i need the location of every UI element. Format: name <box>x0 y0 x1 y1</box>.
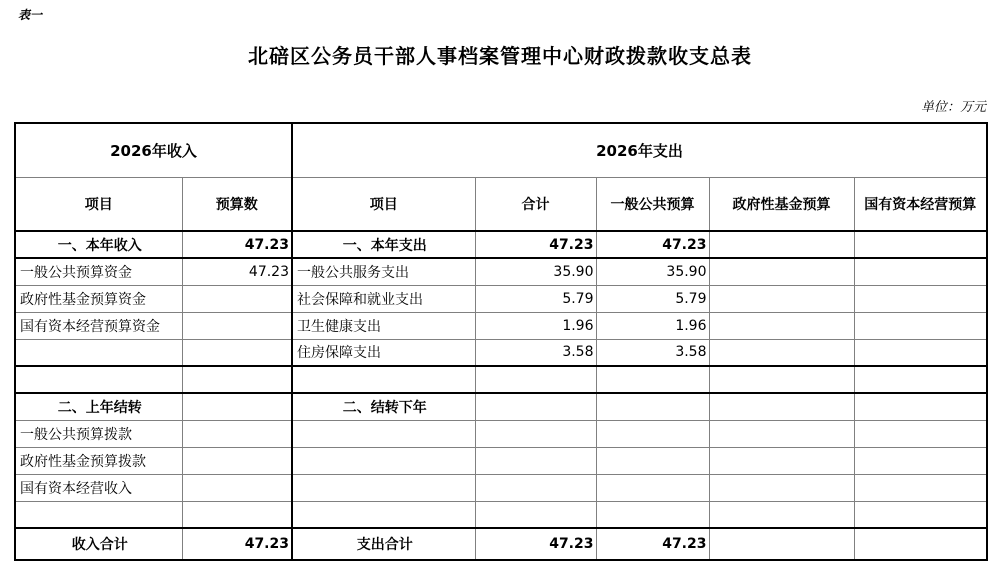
expense-total-column-header: 合计 <box>475 177 596 231</box>
income-item-cell <box>15 366 182 393</box>
table-row <box>15 366 987 393</box>
table-row <box>15 339 987 366</box>
expense-total-cell: 47.23 <box>475 528 596 560</box>
income-budget-cell <box>182 393 292 420</box>
expense-total-cell: 5.79 <box>475 285 596 312</box>
income-item-cell: 收入合计 <box>15 528 182 560</box>
column-header-row <box>15 177 987 231</box>
expense-total-cell: 47.23 <box>475 231 596 258</box>
table-row <box>15 231 987 258</box>
income-item-cell: 国有资本经营收入 <box>15 474 182 501</box>
expense-state-capital-cell <box>854 474 987 501</box>
expense-general-public-cell <box>596 366 709 393</box>
expense-general-public-cell: 1.96 <box>596 312 709 339</box>
expense-total-cell <box>475 420 596 447</box>
expense-gov-fund-cell <box>709 339 854 366</box>
expense-general-public-column-header: 一般公共预算 <box>596 177 709 231</box>
expense-item-cell <box>292 420 475 447</box>
section-header-row <box>15 123 987 177</box>
income-budget-cell <box>182 447 292 474</box>
income-item-cell: 一、本年收入 <box>15 231 182 258</box>
income-budget-cell <box>182 312 292 339</box>
income-item-column-header: 项目 <box>15 177 182 231</box>
income-item-cell: 二、上年结转 <box>15 393 182 420</box>
expense-gov-fund-cell <box>709 474 854 501</box>
expense-gov-fund-cell <box>709 528 854 560</box>
expense-state-capital-cell <box>854 339 987 366</box>
expense-general-public-cell: 47.23 <box>596 528 709 560</box>
income-item-cell <box>15 339 182 366</box>
expense-gov-fund-cell <box>709 366 854 393</box>
expense-general-public-cell: 35.90 <box>596 258 709 285</box>
expense-general-public-cell <box>596 393 709 420</box>
income-item-cell: 一般公共预算资金 <box>15 258 182 285</box>
expense-gov-fund-cell <box>709 420 854 447</box>
expense-item-cell <box>292 366 475 393</box>
unit-note: 单位：万元 <box>920 100 986 115</box>
income-budget-cell <box>182 366 292 393</box>
income-item-cell: 一般公共预算拨款 <box>15 420 182 447</box>
expense-general-public-cell: 47.23 <box>596 231 709 258</box>
income-budget-cell: 47.23 <box>182 258 292 285</box>
expense-gov-fund-cell <box>709 501 854 528</box>
expense-item-cell: 卫生健康支出 <box>292 312 475 339</box>
expense-total-cell: 3.58 <box>475 339 596 366</box>
expense-section-header: 2026年支出 <box>292 123 987 177</box>
income-budget-cell: 47.23 <box>182 231 292 258</box>
table-row <box>15 528 987 560</box>
expense-item-cell: 二、结转下年 <box>292 393 475 420</box>
expense-state-capital-cell <box>854 231 987 258</box>
expense-gov-fund-cell <box>709 312 854 339</box>
budget-summary-table <box>14 122 988 561</box>
expense-item-cell: 一、本年支出 <box>292 231 475 258</box>
table-row <box>15 258 987 285</box>
income-budget-cell <box>182 474 292 501</box>
income-section-header: 2026年收入 <box>15 123 292 177</box>
table-row <box>15 501 987 528</box>
expense-total-cell: 1.96 <box>475 312 596 339</box>
income-item-cell: 国有资本经营预算资金 <box>15 312 182 339</box>
table-row <box>15 447 987 474</box>
expense-item-cell <box>292 474 475 501</box>
expense-state-capital-cell <box>854 312 987 339</box>
table-row <box>15 420 987 447</box>
table-row <box>15 474 987 501</box>
income-budget-cell <box>182 420 292 447</box>
income-budget-cell <box>182 285 292 312</box>
expense-state-capital-column-header: 国有资本经营预算 <box>854 177 987 231</box>
expense-general-public-cell <box>596 420 709 447</box>
income-budget-cell <box>182 339 292 366</box>
sheet-tag: 表一 <box>18 8 43 22</box>
expense-state-capital-cell <box>854 528 987 560</box>
expense-gov-fund-column-header: 政府性基金预算 <box>709 177 854 231</box>
page-title: 北碚区公务员干部人事档案管理中心财政拨款收支总表 <box>248 44 752 68</box>
expense-item-cell: 支出合计 <box>292 528 475 560</box>
expense-total-cell <box>475 393 596 420</box>
expense-item-cell: 社会保障和就业支出 <box>292 285 475 312</box>
expense-state-capital-cell <box>854 366 987 393</box>
expense-general-public-cell <box>596 474 709 501</box>
expense-state-capital-cell <box>854 393 987 420</box>
expense-state-capital-cell <box>854 447 987 474</box>
table-row <box>15 393 987 420</box>
expense-state-capital-cell <box>854 501 987 528</box>
expense-total-cell <box>475 447 596 474</box>
expense-gov-fund-cell <box>709 231 854 258</box>
expense-item-cell <box>292 447 475 474</box>
expense-state-capital-cell <box>854 258 987 285</box>
expense-gov-fund-cell <box>709 393 854 420</box>
expense-item-column-header: 项目 <box>292 177 475 231</box>
expense-gov-fund-cell <box>709 447 854 474</box>
expense-general-public-cell <box>596 447 709 474</box>
expense-state-capital-cell <box>854 285 987 312</box>
expense-general-public-cell: 3.58 <box>596 339 709 366</box>
expense-general-public-cell <box>596 501 709 528</box>
income-budget-cell: 47.23 <box>182 528 292 560</box>
income-item-cell: 政府性基金预算资金 <box>15 285 182 312</box>
income-budget-column-header: 预算数 <box>182 177 292 231</box>
table-row <box>15 312 987 339</box>
expense-item-cell: 住房保障支出 <box>292 339 475 366</box>
expense-total-cell <box>475 474 596 501</box>
expense-state-capital-cell <box>854 420 987 447</box>
expense-total-cell <box>475 366 596 393</box>
expense-total-cell <box>475 501 596 528</box>
table-body <box>15 231 987 560</box>
table-row <box>15 285 987 312</box>
expense-gov-fund-cell <box>709 285 854 312</box>
income-item-cell <box>15 501 182 528</box>
expense-total-cell: 35.90 <box>475 258 596 285</box>
income-budget-cell <box>182 501 292 528</box>
expense-general-public-cell: 5.79 <box>596 285 709 312</box>
expense-gov-fund-cell <box>709 258 854 285</box>
expense-item-cell <box>292 501 475 528</box>
expense-item-cell: 一般公共服务支出 <box>292 258 475 285</box>
income-item-cell: 政府性基金预算拨款 <box>15 447 182 474</box>
